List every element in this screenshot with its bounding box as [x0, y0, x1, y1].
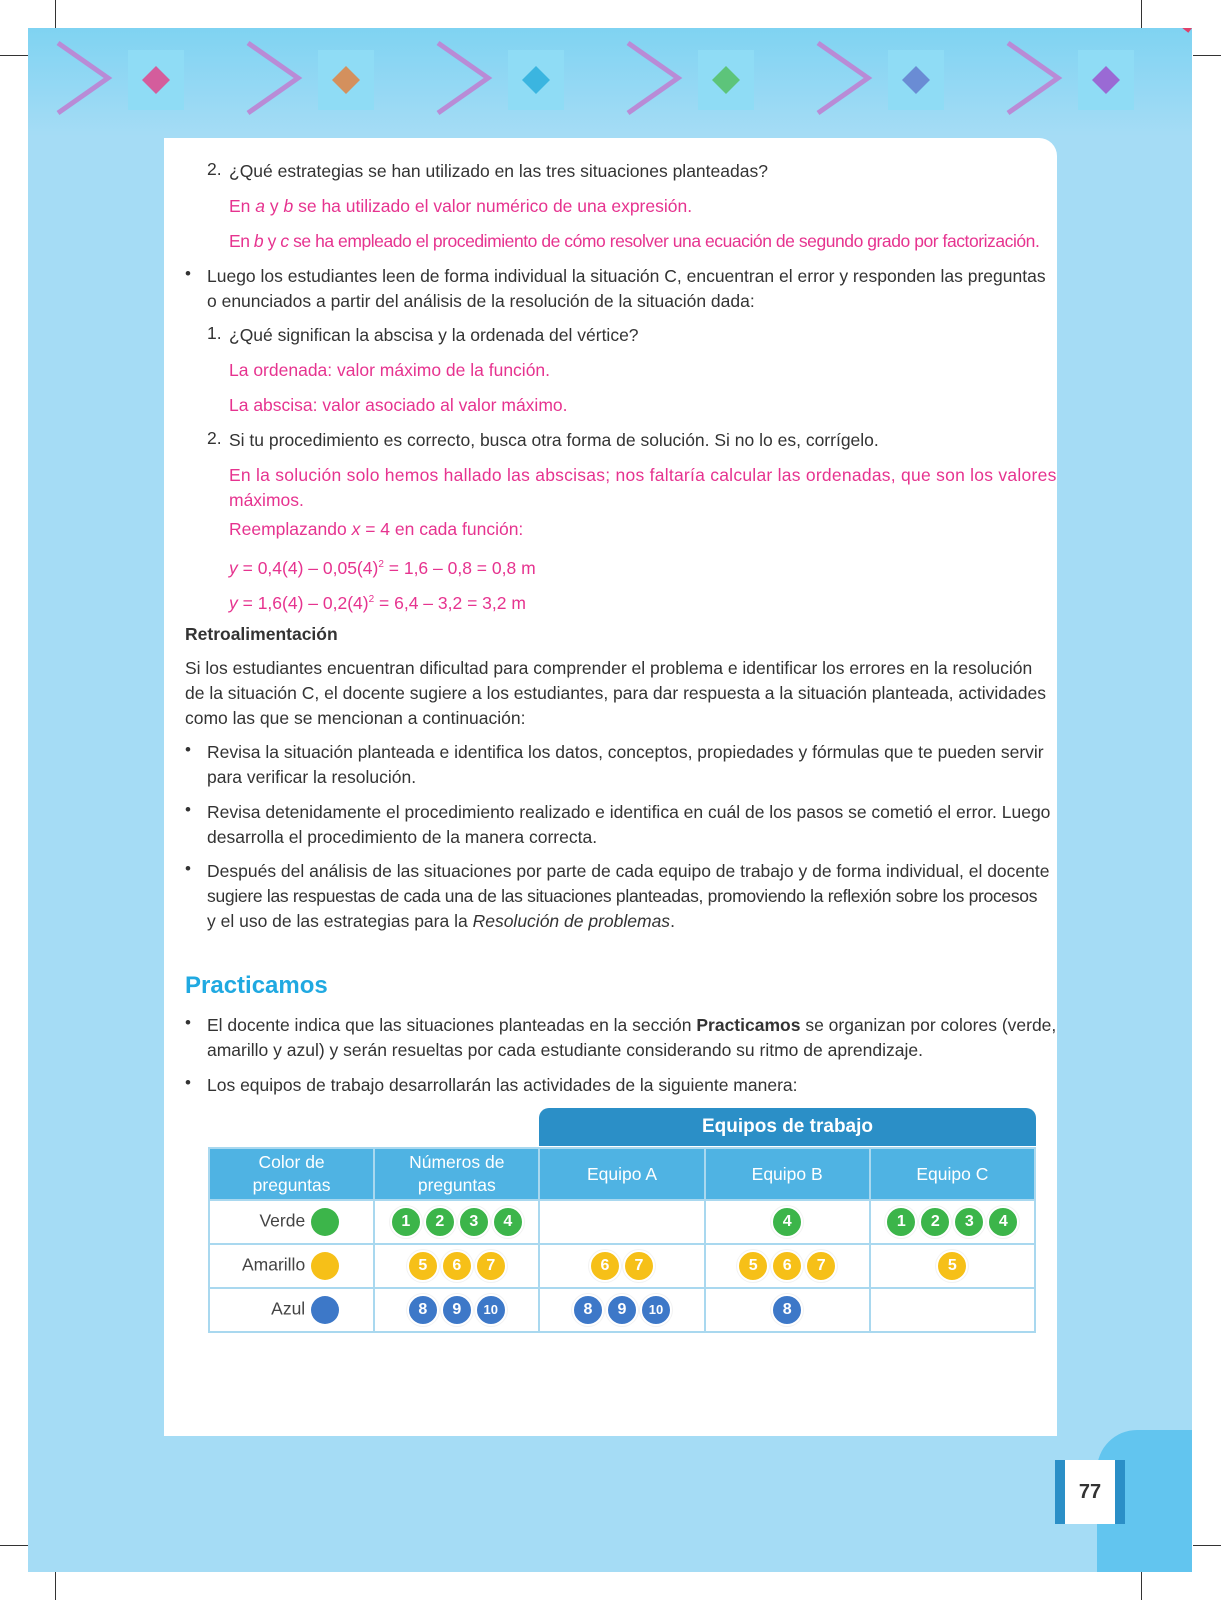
- team-c-cell: [870, 1200, 1035, 1244]
- team-a-cell: [539, 1200, 704, 1244]
- banner-pattern: [28, 28, 1192, 136]
- equation: $y = 0,4(4) - 0,05(4)^2 = 1,6 - 0,8 = 0,8$ m: [229, 557, 536, 578]
- section-title: Practicamos: [185, 972, 328, 999]
- answer-text: La ordenada: valor máximo de la función.: [229, 360, 551, 380]
- paragraph-line: sugiere las respuestas de cada una de las situaciones planteadas, promoviendo la reflexión sobre los procesos: [207, 886, 1038, 906]
- number-badge: 3: [458, 1206, 490, 1238]
- crop-mark: [1141, 1572, 1142, 1600]
- number-badge: 1: [390, 1206, 422, 1238]
- number-badge: 5: [737, 1250, 769, 1282]
- team-b-cell: [705, 1200, 870, 1244]
- header-cell: Color de preguntas: [209, 1148, 374, 1200]
- paragraph-line: para verificar la resolución.: [207, 767, 417, 787]
- number-badge: 5: [407, 1250, 439, 1282]
- table-row: [209, 1288, 1035, 1332]
- number-badge: 1: [885, 1206, 917, 1238]
- answer-text: La abscisa: valor asociado al valor máximo.: [229, 395, 568, 415]
- number-badge: 10: [640, 1294, 672, 1326]
- crop-mark: [55, 0, 56, 28]
- header-cell: Números de preguntas: [374, 1148, 539, 1200]
- team-c-cell: [870, 1288, 1035, 1332]
- number-badge: 6: [771, 1250, 803, 1282]
- number-badge: 6: [441, 1250, 473, 1282]
- table-row: [209, 1244, 1035, 1288]
- header-cell: Equipo C: [870, 1148, 1035, 1200]
- question-number: 2.: [207, 428, 222, 448]
- table-header-row: [209, 1148, 1035, 1200]
- decorative-banner: [28, 28, 1192, 136]
- header-cell: Equipo B: [705, 1148, 870, 1200]
- bullet: •: [185, 1013, 191, 1032]
- color-label-cell: Azul: [209, 1288, 374, 1332]
- bullet: •: [185, 800, 191, 819]
- page-number: 77: [1055, 1460, 1125, 1524]
- paragraph-line: Revisa la situación planteada e identifica los datos, conceptos, propiedades y fórmulas que te pueden servir: [207, 742, 1044, 762]
- question-text: ¿Qué estrategias se han utilizado en las tres situaciones planteadas?: [229, 161, 768, 181]
- section-subtitle: Retroalimentación: [185, 624, 338, 644]
- number-badge: 3: [953, 1206, 985, 1238]
- answer-text: En b y c se ha empleado el procedimiento de cómo resolver una ecuación de segundo grado por factorización.: [229, 231, 1040, 251]
- paragraph-line: y el uso de las estrategias para la Resolución de problemas.: [207, 911, 675, 931]
- team-b-cell: [705, 1288, 870, 1332]
- paragraph-line: Los equipos de trabajo desarrollarán las actividades de la siguiente manera:: [207, 1075, 798, 1095]
- table-group-header: Equipos de trabajo: [539, 1108, 1036, 1146]
- number-badge: 6: [589, 1250, 621, 1282]
- number-badge: 7: [805, 1250, 837, 1282]
- team-c-cell: [870, 1244, 1035, 1288]
- crop-mark: [55, 1572, 56, 1600]
- paragraph-line: de la situación C, el docente sugiere a los estudiantes, para dar respuesta a la situación planteada, actividades: [185, 683, 1046, 703]
- crop-mark: [1193, 1545, 1221, 1546]
- number-badge: 2: [919, 1206, 951, 1238]
- paragraph-line: amarillo y azul) y serán resueltas por cada estudiante considerando su ritmo de aprendizaje.: [207, 1040, 923, 1060]
- number-badge: 8: [572, 1294, 604, 1326]
- question-text: Si tu procedimiento es correcto, busca otra forma de solución. Si no lo es, corrígelo.: [229, 430, 879, 450]
- team-b-cell: [705, 1244, 870, 1288]
- numbers-cell: [374, 1244, 539, 1288]
- number-badge: 10: [475, 1294, 507, 1326]
- paragraph-line: El docente indica que las situaciones planteadas en la sección Practicamos se organizan por colores (verde,: [207, 1015, 1057, 1035]
- question-number: 2.: [207, 159, 222, 179]
- color-label-cell: Amarillo: [209, 1244, 374, 1288]
- equation: $y = 1,6(4) - 0,2(4)^2 = 6,4 - 3,2 = 3,2$ m: [229, 592, 526, 613]
- number-badge: 4: [771, 1206, 803, 1238]
- numbers-cell: [374, 1288, 539, 1332]
- paragraph-line: Luego los estudiantes leen de forma individual la situación C, encuentran el error y responden las preguntas: [207, 266, 1046, 286]
- number-badge: 9: [606, 1294, 638, 1326]
- color-label-cell: Verde: [209, 1200, 374, 1244]
- teams-table: [208, 1147, 1036, 1333]
- header-cell: Equipo A: [539, 1148, 704, 1200]
- number-badge: 7: [623, 1250, 655, 1282]
- question-text: ¿Qué significan la abscisa y la ordenada del vértice?: [229, 325, 639, 345]
- bullet: •: [185, 264, 191, 283]
- number-badge: 8: [407, 1294, 439, 1326]
- paragraph-line: desarrolla el procedimiento de la manera correcta.: [207, 827, 598, 847]
- number-badge: 8: [771, 1294, 803, 1326]
- bullet: •: [185, 1073, 191, 1092]
- blue-circle: [311, 1296, 339, 1324]
- paragraph-line: como las que se mencionan a continuación:: [185, 708, 526, 728]
- green-circle: [311, 1208, 339, 1236]
- paragraph-line: Si los estudiantes encuentran dificultad para comprender el problema e identificar los errores en la resolución: [185, 658, 1033, 678]
- paragraph-line: Revisa detenidamente el procedimiento realizado e identifica en cuál de los pasos se cometió el error. Luego: [207, 802, 1051, 822]
- yellow-circle: [311, 1252, 339, 1280]
- answer-text: máximos.: [229, 490, 304, 510]
- paragraph-line: o enunciados a partir del análisis de la resolución de la situación dada:: [207, 291, 755, 311]
- answer-text: En la solución solo hemos hallado las abscisas; nos faltaría calcular las ordenadas, que son los valores: [229, 465, 1057, 485]
- number-badge: 4: [987, 1206, 1019, 1238]
- bullet: •: [185, 740, 191, 759]
- paragraph-line: Después del análisis de las situaciones por parte de cada equipo de trabajo y de forma individual, el docente: [207, 861, 1050, 881]
- number-badge: 7: [475, 1250, 507, 1282]
- numbers-cell: [374, 1200, 539, 1244]
- crop-mark: [0, 1545, 28, 1546]
- question-number: 1.: [207, 323, 222, 343]
- crop-mark: [0, 55, 28, 56]
- team-a-cell: [539, 1244, 704, 1288]
- crop-mark: [1141, 0, 1142, 28]
- table-row: [209, 1200, 1035, 1244]
- crop-mark: [1193, 55, 1221, 56]
- answer-text: En a y b se ha utilizado el valor numérico de una expresión.: [229, 196, 693, 216]
- answer-text: Reemplazando x = 4 en cada función:: [229, 519, 524, 539]
- number-badge: 4: [492, 1206, 524, 1238]
- number-badge: 2: [424, 1206, 456, 1238]
- number-badge: 9: [441, 1294, 473, 1326]
- team-a-cell: [539, 1288, 704, 1332]
- bullet: •: [185, 859, 191, 878]
- number-badge: 5: [936, 1250, 968, 1282]
